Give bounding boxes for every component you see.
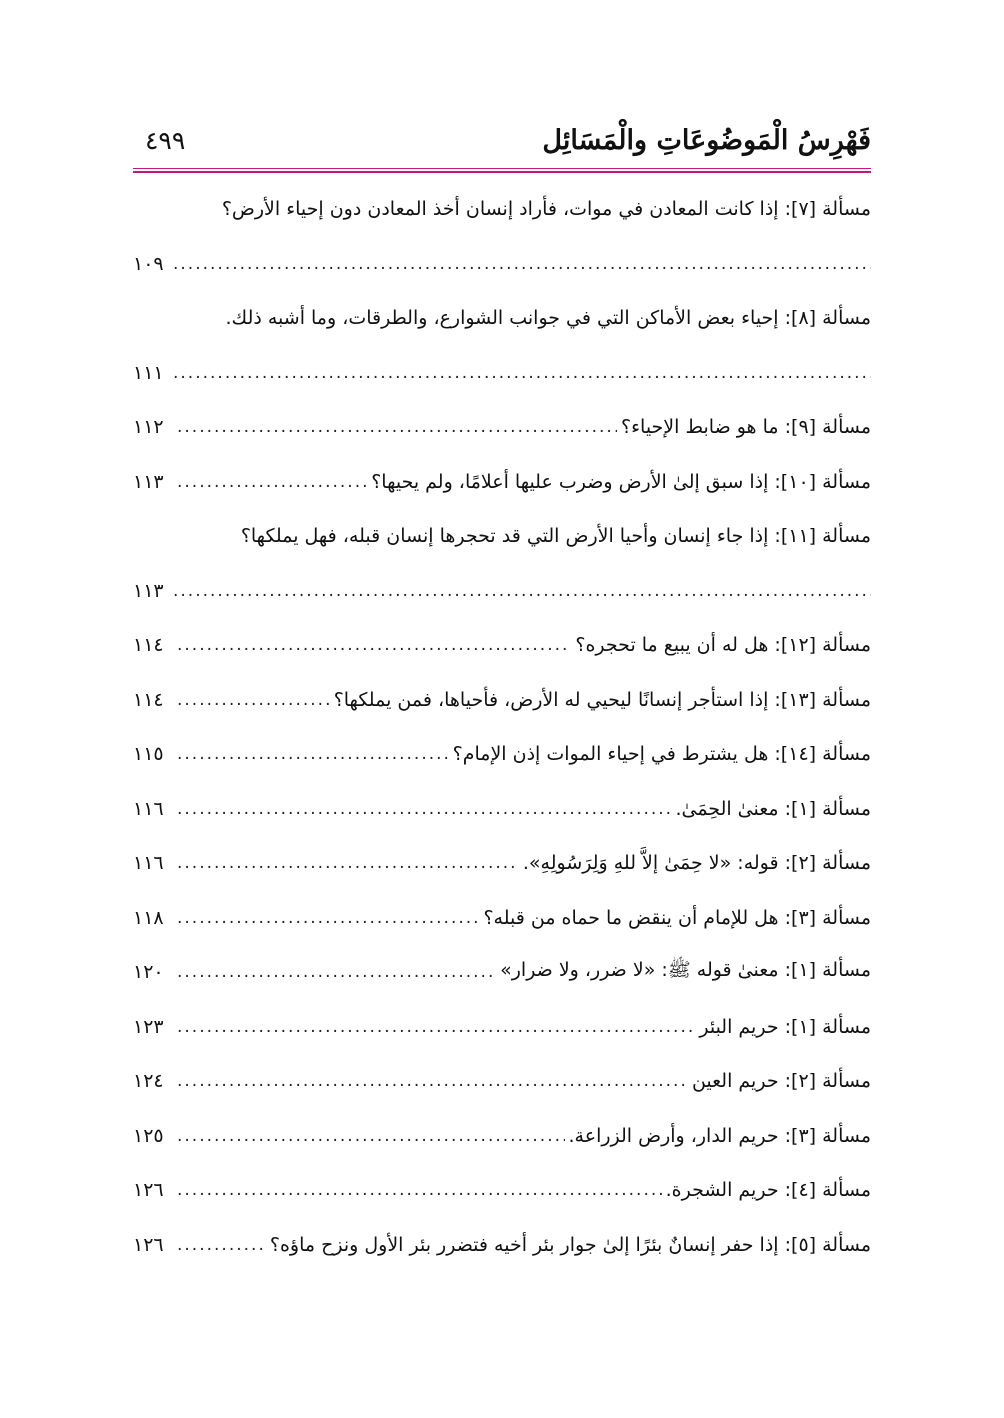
toc-dot-leader	[177, 417, 617, 437]
toc-entry-page: ١١٦	[133, 797, 164, 820]
toc-entry-title: مسألة [٥]: إذا حفر إنسانٌ بئرًا إلىٰ جوار بئر أخيه فتضرر بئر الأول ونزح ماؤه؟	[269, 1233, 871, 1256]
toc-dot-leader	[177, 635, 571, 655]
page-header	[133, 120, 871, 166]
toc-entry-title: مسألة [٧]: إذا كانت المعادن في موات، فأراد إنسان أخذ المعادن دون إحياء الأرض؟	[221, 198, 871, 221]
toc-entry	[133, 455, 871, 510]
toc-entry	[133, 182, 871, 237]
toc-dot-leader	[177, 690, 330, 710]
toc-list	[133, 182, 871, 1272]
toc-entry	[133, 400, 871, 455]
header-title: فَهْرِسُ الْمَوضُوعَاتِ والْمَسَائِل	[542, 125, 871, 156]
toc-entry-page: ١٢٦	[133, 1233, 164, 1256]
toc-entry	[133, 237, 871, 292]
toc-entry-title: مسألة [١١]: إذا جاء إنسان وأحيا الأرض التي قد تحجرها إنسان قبله، فهل يملكها؟	[240, 525, 871, 548]
toc-dot-leader	[177, 908, 479, 928]
toc-entry-title: مسألة [٣]: هل للإمام أن ينقض ما حماه من قبله؟	[483, 906, 871, 929]
toc-entry-page: ١٢٥	[133, 1124, 164, 1147]
toc-entry-page: ١١٣	[133, 579, 164, 602]
toc-dot-leader	[177, 799, 671, 819]
toc-entry-page: ١٠٩	[133, 252, 164, 275]
toc-entry-title: مسألة [١٤]: هل يشترط في إحياء الموات إذن الإمام؟	[452, 743, 871, 766]
toc-entry	[133, 1054, 871, 1109]
toc-entry-page: ١٢٣	[133, 1015, 164, 1038]
toc-entry	[133, 618, 871, 673]
toc-entry-title: مسألة [٢]: حريم العين	[691, 1070, 871, 1093]
toc-entry-title: مسألة [١]: حريم البئر	[699, 1015, 871, 1038]
toc-entry	[133, 945, 871, 1000]
toc-entry-title: مسألة [٨]: إحياء بعض الأماكن التي في جوانب الشوارع، والطرقات، وما أشبه ذلك.	[225, 307, 871, 330]
toc-dot-leader	[177, 1180, 662, 1200]
toc-entry	[133, 1109, 871, 1164]
toc-entry-page: ١١٦	[133, 852, 164, 875]
toc-dot-leader	[177, 1126, 565, 1146]
header-rule-thin	[133, 168, 871, 169]
toc-dot-leader	[177, 472, 367, 492]
toc-entry	[133, 782, 871, 837]
toc-entry-title: مسألة [٩]: ما هو ضابط الإحياء؟	[621, 416, 871, 439]
toc-entry-page: ١١٤	[133, 634, 164, 657]
toc-entry-page: ١١١	[133, 361, 164, 384]
toc-entry-page: ١١٢	[133, 416, 164, 439]
toc-entry-title: مسألة [٣]: حريم الدار، وأرض الزراعة.	[568, 1124, 871, 1147]
toc-entry	[133, 1000, 871, 1055]
toc-dot-leader	[177, 744, 449, 764]
toc-entry-page: ١١٨	[133, 906, 164, 929]
toc-entry-title: مسألة [١٠]: إذا سبق إلىٰ الأرض وضرب عليها أعلامًا، ولم يحيها؟	[371, 470, 871, 493]
header-rule-thick	[133, 171, 871, 173]
toc-entry	[133, 564, 871, 619]
toc-dot-leader	[177, 1017, 695, 1037]
toc-entry-page: ١٢٠	[133, 961, 164, 984]
toc-entry	[133, 291, 871, 346]
toc-entry	[133, 836, 871, 891]
toc-entry-page: ١٢٦	[133, 1179, 164, 1202]
toc-entry-title: مسألة [١]: معنىٰ قوله ﷺ: «لا ضرر، ولا ضرار»	[500, 959, 871, 982]
toc-dot-leader	[177, 1235, 266, 1255]
toc-dot-leader	[173, 581, 871, 601]
toc-entry	[133, 673, 871, 728]
toc-entry-page: ١٢٤	[133, 1070, 164, 1093]
toc-entry	[133, 346, 871, 401]
toc-dot-leader	[177, 853, 519, 873]
toc-entry	[133, 1218, 871, 1273]
toc-entry-page: ١١٤	[133, 688, 164, 711]
toc-entry-page: ١١٣	[133, 470, 164, 493]
toc-entry-page: ١١٥	[133, 743, 164, 766]
toc-entry-title: مسألة [١٢]: هل له أن يبيع ما تحجره؟	[575, 634, 871, 657]
toc-dot-leader	[177, 962, 496, 982]
toc-entry-title: مسألة [٤]: حريم الشجرة.	[665, 1179, 871, 1202]
toc-dot-leader	[177, 1071, 688, 1091]
header-page-number: ٤٩٩	[145, 126, 186, 155]
toc-entry-title: مسألة [٢]: قوله: «لا حِمَىٰ إلاَّ للهِ وَلِرَسُولِهِ».	[522, 852, 871, 875]
toc-entry	[133, 509, 871, 564]
toc-entry-title: مسألة [١]: معنىٰ الحِمَىٰ.	[675, 797, 871, 820]
toc-entry	[133, 727, 871, 782]
toc-entry	[133, 1163, 871, 1218]
toc-dot-leader	[173, 254, 871, 274]
toc-entry	[133, 891, 871, 946]
toc-dot-leader	[173, 363, 871, 383]
toc-entry-title: مسألة [١٣]: إذا استأجر إنسانًا ليحيي له الأرض، فأحياها، فمن يملكها؟	[333, 688, 871, 711]
